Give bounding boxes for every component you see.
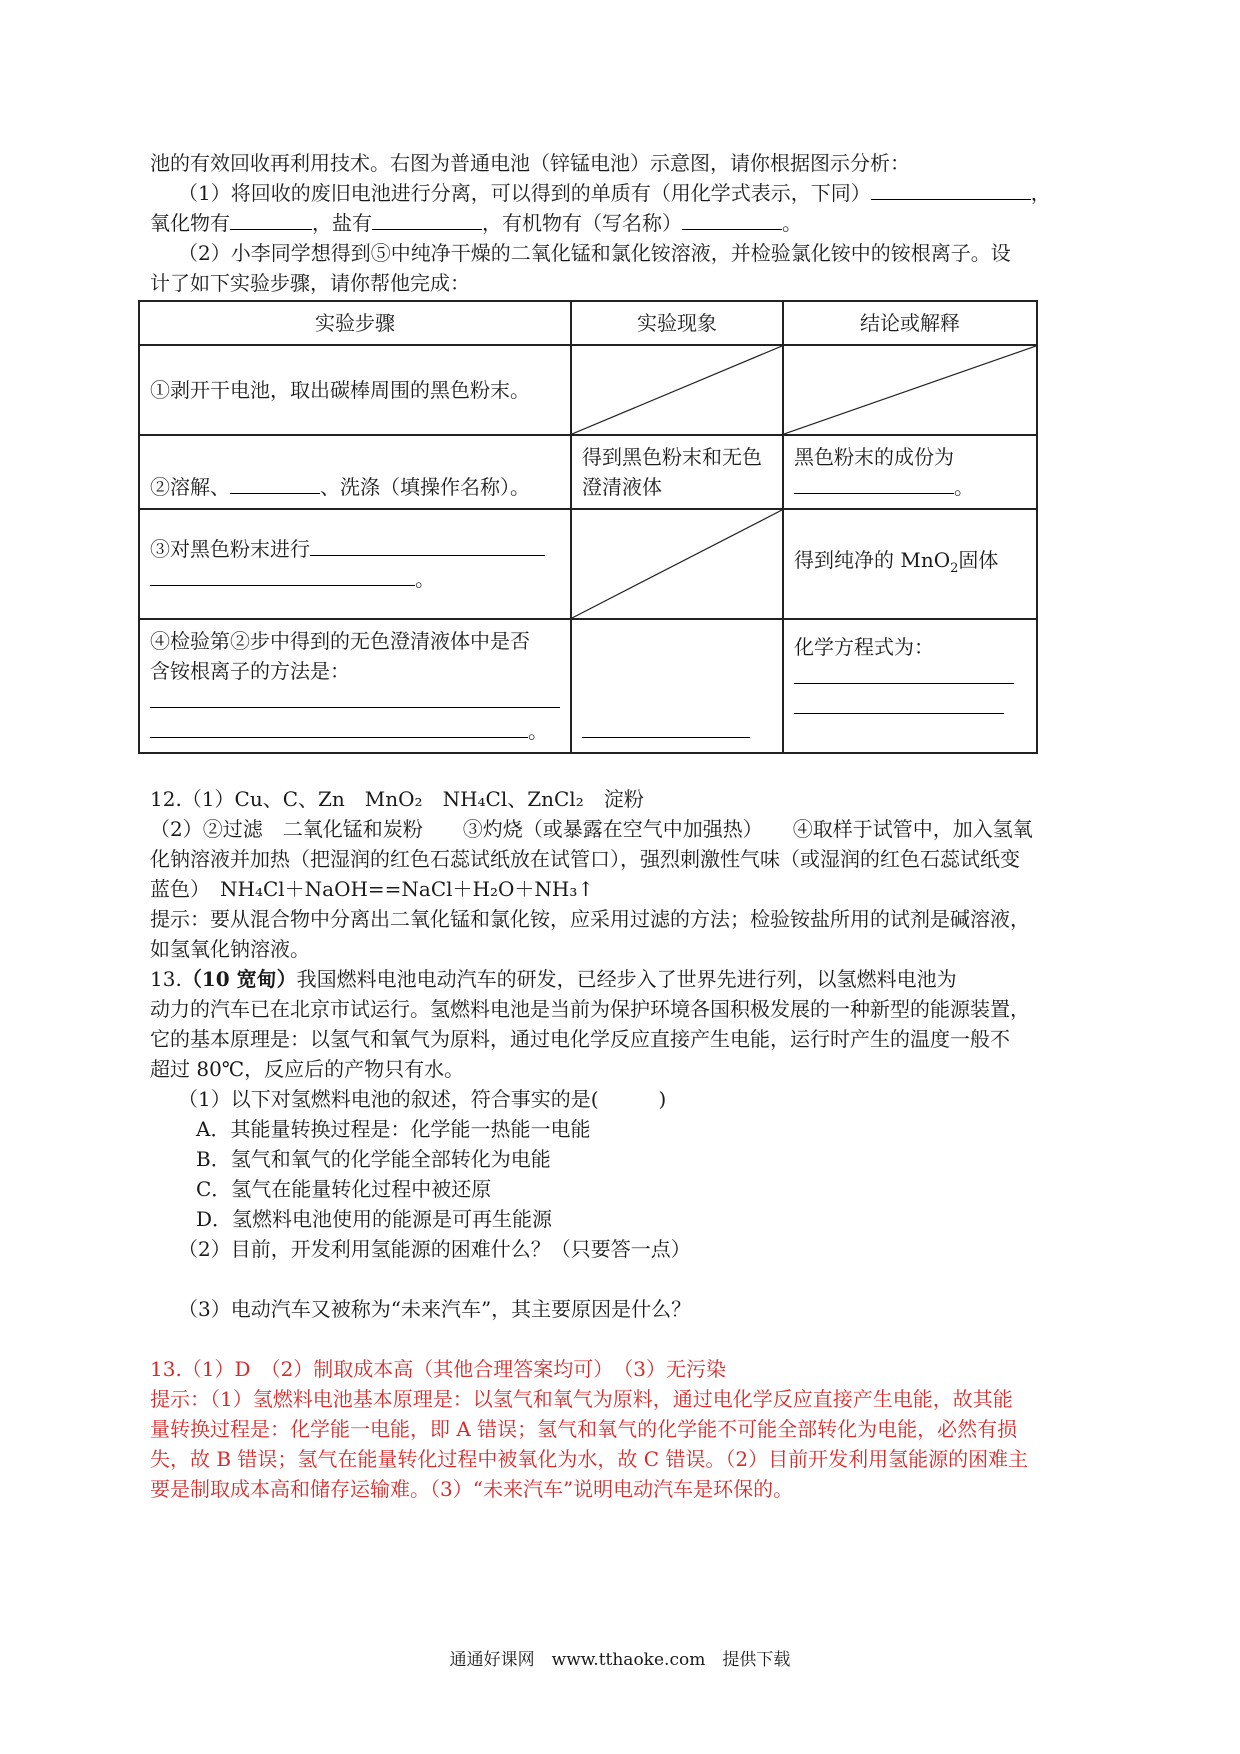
answer-blank[interactable] bbox=[372, 209, 482, 230]
answer-12: 12.（1）Cu、C、Zn MnO₂ NH₄Cl、ZnCl₂ 淀粉 （2）②过滤 二氧化锰和炭粉 ③灼烧（或暴露在空气中加强热） ④取样于试管中，加入氢氧 化钠溶液并加热（把湿润的红色石蕊试纸放在试管口），强烈刺激性气味（或湿润的红色石蕊试纸变 蓝色） NH₄Cl＋NaOH==NaCl＋H₂O＋NH₃↑ 提示：要从混合物中分离出二氧化锰和氯化铵，应采用过滤的方法；检验铵盐所用的试剂是碱溶液， 如氢氧化钠溶液。 bbox=[150, 787, 1033, 961]
diagonal-cell bbox=[571, 509, 783, 619]
answer-blank[interactable] bbox=[682, 209, 782, 230]
page-footer: 通通好课网 www.tthaoke.com 提供下载 bbox=[449, 1650, 791, 1670]
sub-question: （2）目前，开发利用氢能源的困难什么？（只要答一点） bbox=[178, 1237, 691, 1261]
table-header: 实验现象 bbox=[571, 301, 783, 345]
question-13: 13.（10 宽甸）我国燃料电池电动汽车的研发，已经步入了世界先进行列，以氢燃料电池为 动力的汽车已在北京市试运行。氢燃料电池是当前为保护环境各国积极发展的一种新型的能源装置， 它的基本原理是：以氢气和氧气为原料，通过电化学反应直接产生电能，运行时产生的温度一般不 超过 80℃，反应后的产物只有水。 （1）以下对氢燃料电池的叙述，符合事实的是( ) A．其能量转换过程是：化学能一热能一电能 B．氢气和氧气的化学能全部转化为电能 C．氢气在能量转化过程中被还原 D．氢燃料电池使用的能源是可再生能源 （2）目前，开发利用氢能源的困难什么？（只要答一点） （3）电动汽车又被称为“未来汽车”，其主要原因是什么？ bbox=[150, 964, 1100, 1324]
table-row bbox=[139, 509, 1037, 619]
sub-question: （1）以下对氢燃料电池的叙述，符合事实的是( ) bbox=[178, 1087, 667, 1111]
answer-blank[interactable] bbox=[150, 687, 560, 708]
answer-blank[interactable] bbox=[150, 565, 415, 586]
answer-blank[interactable] bbox=[230, 209, 312, 230]
question-2-cont: 计了如下实验步骤，请你帮他完成： bbox=[150, 271, 470, 295]
step-cell: ①剥开干电池，取出碳棒周围的黑色粉末。 bbox=[139, 345, 571, 435]
answer-blank[interactable] bbox=[794, 663, 1014, 684]
conclusion-cell: 得到纯净的 MnO$_2$固体 bbox=[783, 509, 1037, 619]
table-row bbox=[139, 435, 1037, 509]
source-tag: （10 宽甸） bbox=[181, 967, 297, 991]
diagonal-cell bbox=[783, 345, 1037, 435]
phenomenon-cell: 得到黑色粉末和无色澄清液体 bbox=[571, 435, 783, 509]
step-cell: ③对黑色粉末进行 。 bbox=[139, 509, 571, 619]
answer-blank[interactable] bbox=[310, 535, 545, 556]
answer-blank[interactable] bbox=[794, 693, 1004, 714]
conclusion-cell: 化学方程式为： bbox=[783, 619, 1037, 753]
answer-blank[interactable] bbox=[871, 179, 1031, 200]
intro-line: 池的有效回收再利用技术。右图为普通电池（锌锰电池）示意图，请你根据图示分析： bbox=[150, 151, 910, 175]
conclusion-cell: 黑色粉末的成份为 。 bbox=[783, 435, 1037, 509]
document-page bbox=[150, 148, 1100, 1504]
question-2: （2）小李同学想得到⑤中纯净干燥的二氧化锰和氯化铵溶液，并检验氯化铵中的铵根离子。设 bbox=[178, 241, 1011, 265]
step-cell: ④检验第②步中得到的无色澄清液体中是否 含铵根离子的方法是： 。 bbox=[139, 619, 571, 753]
question-1: （1）将回收的废旧电池进行分离，可以得到的单质有（用化学式表示，下同） ， bbox=[178, 181, 1051, 205]
option-a: A．其能量转换过程是：化学能一热能一电能 bbox=[196, 1117, 591, 1141]
sub-question: （3）电动汽车又被称为“未来汽车”，其主要原因是什么？ bbox=[178, 1297, 692, 1321]
option-d: D．氢燃料电池使用的能源是可再生能源 bbox=[196, 1207, 553, 1231]
table-header: 实验步骤 bbox=[139, 301, 571, 345]
question-1-cont: 氧化物有 ，盐有 ，有机物有（写名称） 。 bbox=[150, 211, 802, 235]
phenomenon-cell bbox=[571, 619, 783, 753]
table-row bbox=[139, 619, 1037, 753]
answer-13: 13.（1）D （2）制取成本高（其他合理答案均可） （3）无污染 提示：（1）氢燃料电池基本原理是：以氢气和氧气为原料，通过电化学反应直接产生电能，故其能 量转换过程是：化学能一电能，即 A 错误；氢气和氧气的化学能不可能全部转化为电能，必然有损 失，故 B 错误；氢气在能量转化过程中被氧化为水，故 C 错误。（2）目前开发利用氢能源的困难主 要是制取成本高和储存运输难。（3）“未来汽车”说明电动汽车是环保的。 bbox=[150, 1357, 1029, 1501]
option-c: C．氢气在能量转化过程中被还原 bbox=[196, 1177, 492, 1201]
step-cell: ②溶解、 、洗涤（填操作名称）。 bbox=[139, 435, 571, 509]
experiment-table bbox=[138, 300, 1038, 754]
answer-blank[interactable] bbox=[582, 717, 750, 738]
answer-blank[interactable] bbox=[150, 717, 528, 738]
table-row bbox=[139, 345, 1037, 435]
diagonal-cell bbox=[571, 345, 783, 435]
option-b: B．氢气和氧气的化学能全部转化为电能 bbox=[196, 1147, 551, 1171]
table-header: 结论或解释 bbox=[783, 301, 1037, 345]
table-header-row bbox=[139, 301, 1037, 345]
answer-blank[interactable] bbox=[794, 473, 954, 494]
answer-blank[interactable] bbox=[230, 473, 320, 494]
